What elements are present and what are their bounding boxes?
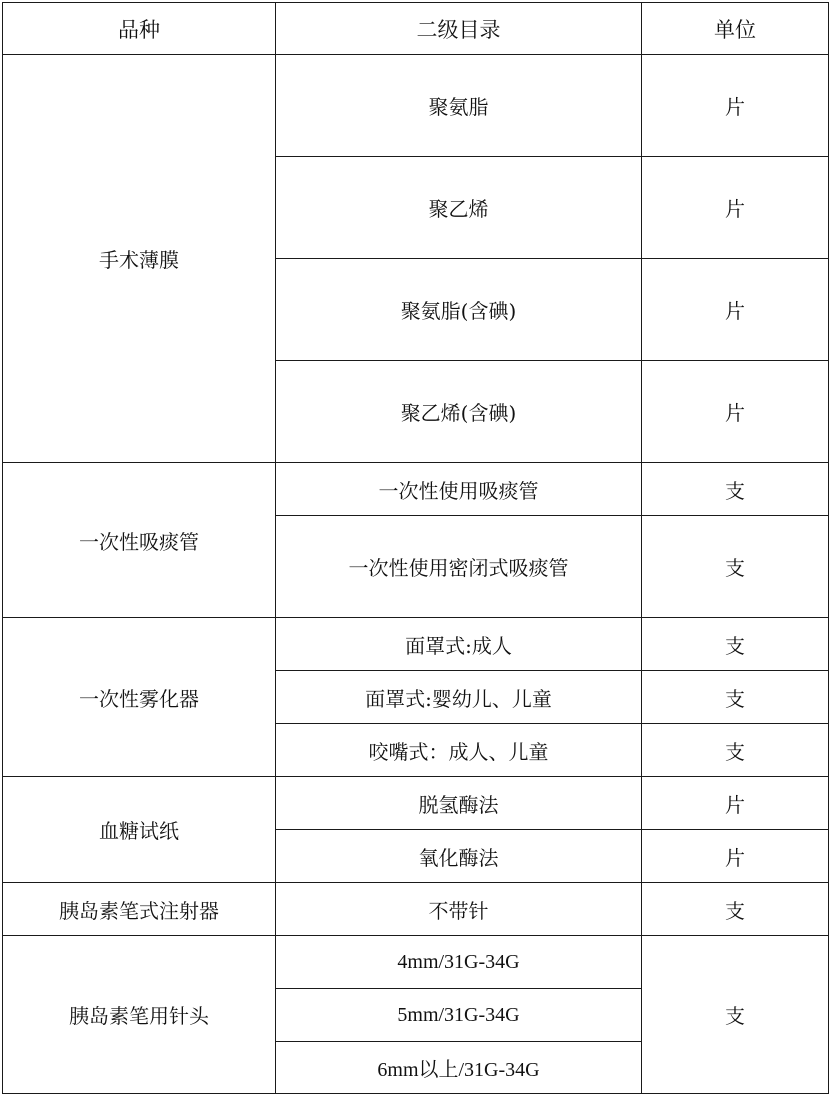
header-unit: 单位 [642,3,829,55]
subcategory-cell: 4mm/31G-34G [276,936,642,989]
unit-cell: 支 [642,516,829,618]
subcategory-cell: 6mm以上/31G-34G [276,1042,642,1094]
unit-cell: 支 [642,724,829,777]
header-subcategory: 二级目录 [276,3,642,55]
subcategory-cell: 一次性使用吸痰管 [276,463,642,516]
unit-cell: 支 [642,463,829,516]
subcategory-cell: 面罩式:成人 [276,618,642,671]
subcategory-cell: 聚乙烯 [276,157,642,259]
subcategory-cell: 聚氨脂(含碘) [276,259,642,361]
header-row [3,3,829,55]
unit-cell: 片 [642,777,829,830]
subcategory-cell: 面罩式:婴幼儿、儿童 [276,671,642,724]
unit-cell: 支 [642,936,829,1094]
category-cell: 胰岛素笔式注射器 [3,883,276,936]
unit-cell: 支 [642,618,829,671]
table-row [3,55,829,157]
table-row [3,463,829,516]
subcategory-cell: 聚乙烯(含碘) [276,361,642,463]
unit-cell: 片 [642,830,829,883]
subcategory-cell: 不带针 [276,883,642,936]
table-row [3,883,829,936]
unit-cell: 片 [642,157,829,259]
category-cell: 一次性吸痰管 [3,463,276,618]
category-cell: 一次性雾化器 [3,618,276,777]
category-cell: 血糖试纸 [3,777,276,883]
table-row [3,618,829,671]
unit-cell: 支 [642,883,829,936]
product-catalog-table [2,2,829,1094]
subcategory-cell: 一次性使用密闭式吸痰管 [276,516,642,618]
unit-cell: 片 [642,55,829,157]
category-cell: 手术薄膜 [3,55,276,463]
unit-cell: 片 [642,259,829,361]
subcategory-cell: 咬嘴式：成人、儿童 [276,724,642,777]
subcategory-cell: 氧化酶法 [276,830,642,883]
table-row [3,777,829,830]
unit-cell: 支 [642,671,829,724]
header-category: 品种 [3,3,276,55]
subcategory-cell: 脱氢酶法 [276,777,642,830]
category-cell: 胰岛素笔用针头 [3,936,276,1094]
subcategory-cell: 聚氨脂 [276,55,642,157]
unit-cell: 片 [642,361,829,463]
table-row [3,936,829,989]
subcategory-cell: 5mm/31G-34G [276,989,642,1042]
